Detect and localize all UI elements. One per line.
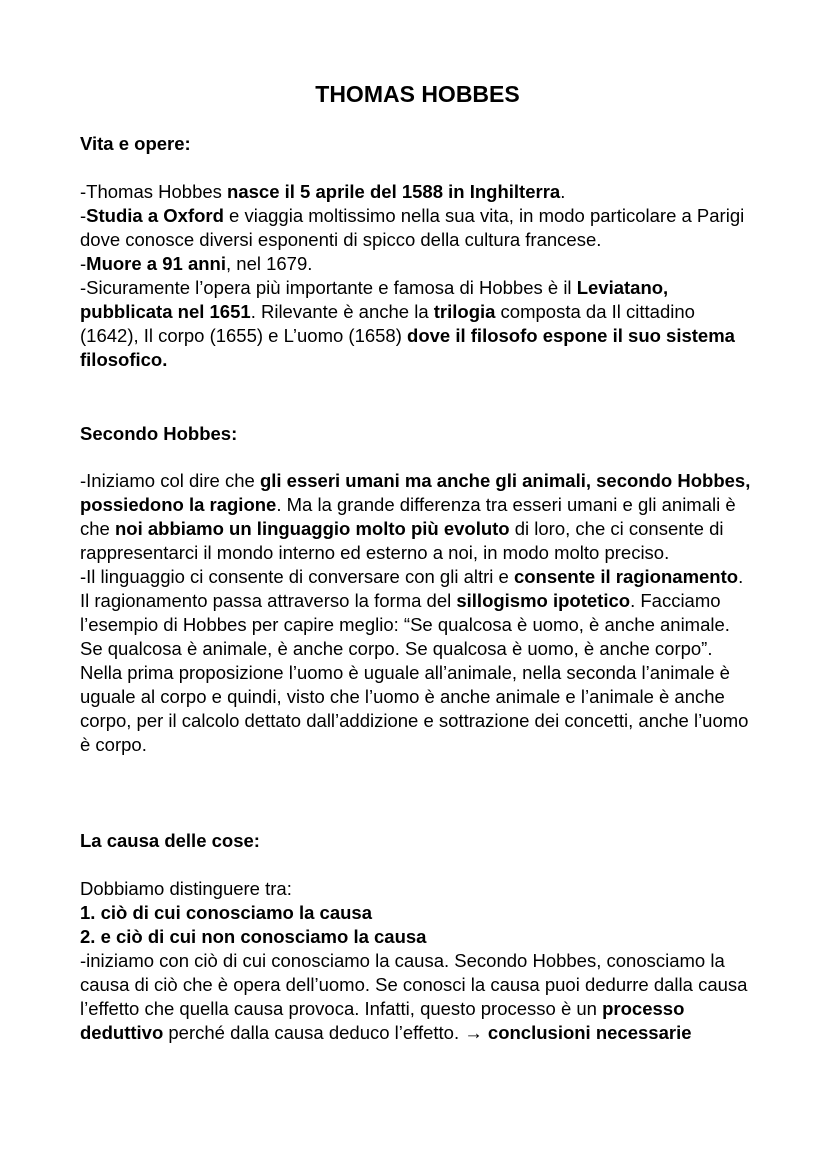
arrow-symbol: →: [464, 1022, 483, 1043]
page-title: THOMAS HOBBES: [315, 81, 520, 107]
paragraph: -iniziamo con ciò di cui conosciamo la causa. Secondo Hobbes, conosciamo la causa di ciò che è opera dell’uomo. Se conosci la causa puoi dedurre dalla causa l’effetto che quella causa provoca. Infatti, questo processo è un processo deduttivo perché dalla causa deduco l’effetto. → conclusioni necessarie: [80, 950, 748, 1043]
paragraph: -Thomas Hobbes nasce il 5 aprile del 1588 in Inghilterra.: [80, 181, 566, 202]
paragraph: -Il linguaggio ci consente di conversare con gli altri e consente il ragionamento. Il ragionamento passa attraverso la forma del sillogismo ipotetico. Facciamo l’esempio di Hobbes per capire meglio: “Se qualcosa è uomo, è anche animale. Se qualcosa è animale, è anche corpo. Se qualcosa è uomo, è anche corpo”. Nella prima proposizione l’uomo è uguale all’animale, nella seconda l’animale è uguale al corpo e quindi, visto che l’uomo è anche animale e l’animale è anche corpo, per il calcolo dettato dall’addizione e sottrazione dei concetti, anche l’uomo è corpo.: [80, 566, 749, 755]
section-body-secondo: [80, 469, 755, 757]
paragraph: -Sicuramente l’opera più importante e famosa di Hobbes è il Leviatano, pubblicata nel 1651. Rilevante è anche la trilogia composta da Il cittadino (1642), Il corpo (1655) e L’uomo (1658) dove il filosofo espone il suo sistema filosofico.: [80, 277, 735, 370]
paragraph: -Iniziamo col dire che gli esseri umani ma anche gli animali, secondo Hobbes, possiedono la ragione. Ma la grande differenza tra esseri umani e gli animali è che noi abbiamo un linguaggio molto più evoluto di loro, che ci consente di rappresentarci il mondo interno ed esterno a noi, in modo molto preciso.: [80, 470, 751, 563]
section-body-vita: [80, 180, 755, 372]
paragraph: Dobbiamo distinguere tra:: [80, 878, 292, 899]
list-item: 1. ciò di cui conosciamo la causa: [80, 902, 372, 923]
paragraph: -Muore a 91 anni, nel 1679.: [80, 253, 313, 274]
section-heading-causa: La causa delle cose:: [80, 830, 260, 851]
section-heading-vita: Vita e opere:: [80, 133, 191, 154]
section-heading-secondo: Secondo Hobbes:: [80, 423, 238, 444]
paragraph: -Studia a Oxford e viaggia moltissimo nella sua vita, in modo particolare a Parigi dove conosce diversi esponenti di spicco della cultura francese.: [80, 205, 745, 250]
section-body-causa: [80, 877, 755, 1045]
list-item: 2. e ciò di cui non conosciamo la causa: [80, 926, 427, 947]
